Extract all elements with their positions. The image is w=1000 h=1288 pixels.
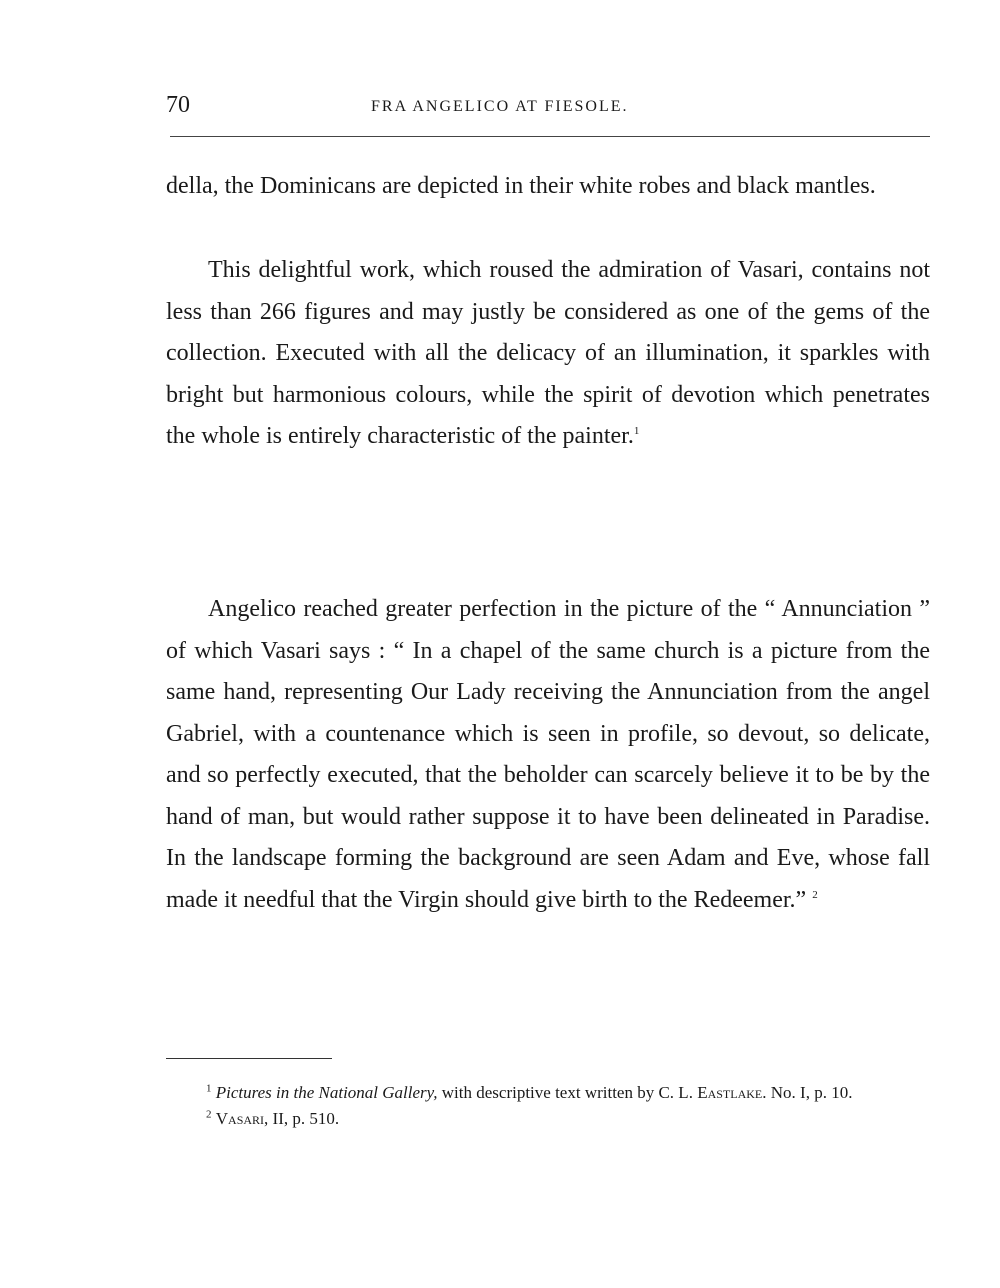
footnote-1-title: Pictures in the National Gallery, (215, 1083, 438, 1102)
page-header (166, 92, 930, 124)
footnote-1-author: C. L. Eastlake. (658, 1083, 767, 1102)
paragraph-3 (166, 589, 930, 921)
paragraph-continued (166, 166, 930, 208)
footnote-1-text: with descriptive text written by (437, 1083, 659, 1102)
paragraph-block-3 (166, 589, 930, 921)
paragraph-block-2 (166, 250, 930, 458)
footnote-2-author: Vasari, (215, 1109, 269, 1128)
footnote-1-ref: No. I, p. 10. (766, 1083, 853, 1102)
page-number: 70 (166, 92, 190, 118)
running-title: FRA ANGELICO AT FIESOLE. (371, 98, 629, 115)
paragraph-1: della, the Dominicans are depicted in their white robes and black mantles. (166, 173, 876, 199)
paragraph-2 (166, 250, 930, 458)
footnote-1 (162, 1080, 930, 1106)
footnote-1-marker: 1 (206, 1082, 212, 1095)
footnote-2-ref: II, p. 510. (268, 1109, 340, 1128)
footnote-2-marker: 2 (206, 1108, 212, 1121)
footnote-ref-2[interactable]: 2 (812, 888, 818, 901)
paragraph-3-text: Angelico reached greater perfection in the picture of the “ Annunciation ” of which Vasari says : “ In a chapel of the same church is a picture from the same hand, representing Our Lady receiving the Annunciation from the angel Gabriel, with a countenance which is seen in profile, so devout, so delicate, and so perfectly executed, that the beholder can scarcely believe it to be by the hand of man, but would rather suppose it to have been delineated in Paradise. In the landscape forming the background are seen Adam and Eve, whose fall made it needful that the Virgin should give birth to the Redeemer.” (166, 596, 930, 913)
footnote-rule (166, 1058, 332, 1059)
header-rule (170, 136, 930, 137)
paragraph-2-text: This delightful work, which roused the admiration of Vasari, contains not less than 266 figures and may justly be considered as one of the gems of the collection. Executed with all the delicacy of an illumination, it sparkles with bright but harmonious colours, while the spirit of devotion which penetrates the whole is entirely characteristic of the painter. (166, 257, 930, 449)
footnote-2 (162, 1106, 930, 1132)
footnotes (162, 1080, 930, 1132)
footnote-ref-1[interactable]: 1 (633, 425, 640, 437)
